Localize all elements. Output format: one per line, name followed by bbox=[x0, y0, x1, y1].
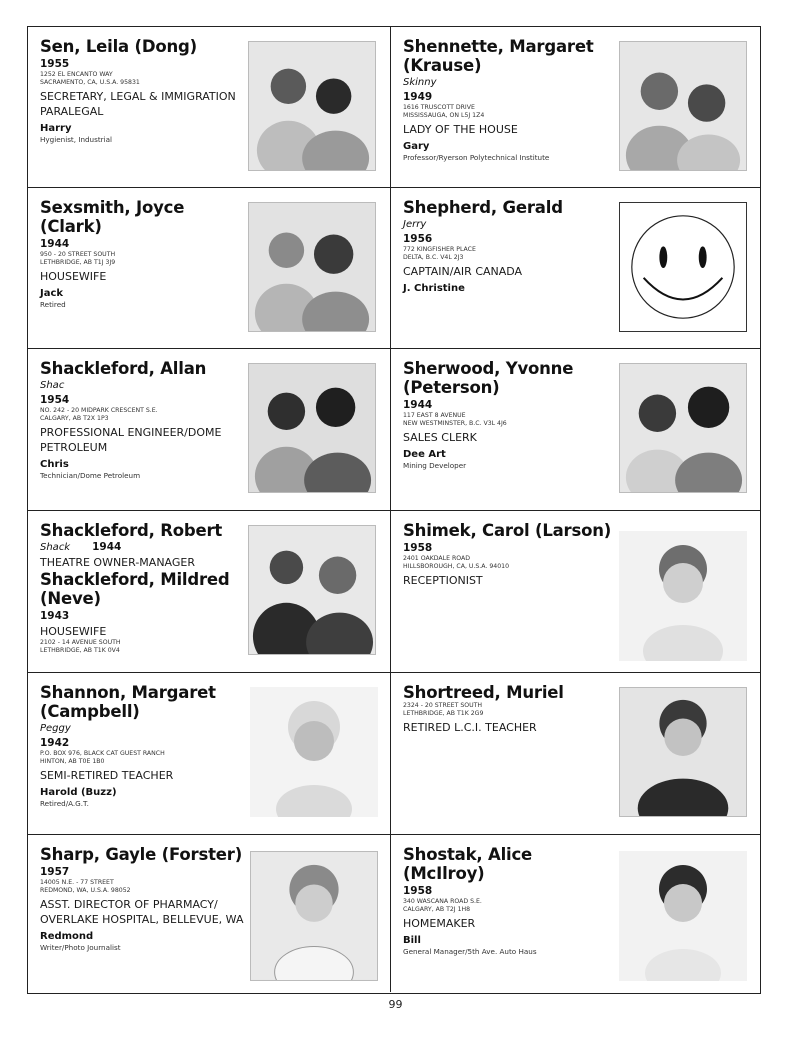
entry-name: Sharp, Gayle (Forster) bbox=[40, 845, 243, 864]
entry-occupation: HOUSEWIFE bbox=[40, 270, 107, 284]
entry-address-line: SACRAMENTO, CA, U.S.A. 95831 bbox=[40, 78, 140, 86]
entry-spouse: Redmond bbox=[40, 931, 94, 943]
entry-card bbox=[28, 349, 391, 511]
entry-nickname: Skinny bbox=[403, 77, 437, 88]
entry-name: Shackleford, Robert bbox=[40, 521, 223, 540]
entry-occupation: SALES CLERK bbox=[403, 431, 477, 445]
entry-address-line: 340 WASCANA ROAD S.E. bbox=[403, 898, 482, 905]
entry-year: 1955 bbox=[40, 58, 70, 70]
entry-card bbox=[391, 673, 760, 835]
entry-name: Sen, Leila (Dong) bbox=[40, 37, 197, 56]
entry-year: 1949 bbox=[403, 91, 433, 103]
entry-spouse-occupation: Writer/Photo Journalist bbox=[40, 943, 121, 953]
entry-name: Shannon, Margaret (Campbell) bbox=[40, 683, 216, 721]
entry-address-line: CALGARY, AB T2X 1P3 bbox=[40, 414, 109, 422]
entry-card bbox=[28, 188, 391, 349]
entry-year: 1954 bbox=[40, 394, 70, 406]
entry-name: Sexsmith, Joyce (Clark) bbox=[40, 198, 185, 236]
entry-occupation: SEMI-RETIRED TEACHER bbox=[40, 769, 174, 783]
entry-nickname: Shack bbox=[40, 542, 71, 553]
entry-spouse-occupation: Mining Developer bbox=[403, 461, 467, 471]
entry-address-line: LETHBRIDGE, AB T1K 2G9 bbox=[403, 709, 484, 717]
entry-address-line: NEW WESTMINSTER, B.C. V3L 4J6 bbox=[403, 419, 507, 427]
entry-occupation: LADY OF THE HOUSE bbox=[403, 123, 518, 137]
entry-year: 1958 bbox=[403, 885, 433, 897]
entry-spouse-occupation: Professor/Ryerson Polytechnical Institute bbox=[403, 153, 550, 163]
entry-address-line: 2102 - 14 AVENUE SOUTH bbox=[40, 639, 121, 646]
entry-nickname: Jerry bbox=[403, 219, 427, 230]
entry-spouse: Harry bbox=[40, 123, 72, 135]
entry-nickname: Shac bbox=[40, 380, 65, 391]
entry-name: Shimek, Carol (Larson) bbox=[403, 521, 612, 540]
entry-occupation: CAPTAIN/AIR CANADA bbox=[403, 265, 523, 279]
entry-card bbox=[28, 511, 391, 673]
couple-photo bbox=[248, 363, 376, 493]
entry-address-line: NO. 242 - 20 MIDPARK CRESCENT S.E. bbox=[40, 407, 158, 414]
entry-spouse-occupation: Hygienist, Industrial bbox=[40, 135, 113, 145]
entry-address-line: REDMOND, WA, U.S.A. 98052 bbox=[40, 886, 131, 894]
entry-spouse: Jack bbox=[40, 288, 64, 300]
entry-year: 1942 bbox=[40, 737, 70, 749]
entry-card bbox=[391, 349, 760, 511]
entry-occupation: SECRETARY, LEGAL & IMMIGRATION PARALEGAL bbox=[40, 90, 236, 119]
entry-spouse: J. Christine bbox=[403, 283, 465, 295]
entry-name: Shortreed, Muriel bbox=[403, 683, 564, 702]
entry-address-line: 117 EAST 8 AVENUE bbox=[403, 412, 466, 419]
entry-address-line: 1616 TRUSCOTT DRIVE bbox=[403, 104, 475, 111]
entry-year: 1956 bbox=[403, 233, 433, 245]
entry-spouse: Dee Art bbox=[403, 449, 446, 461]
entry-year: 1958 bbox=[403, 542, 433, 554]
entry-year: 1944 bbox=[92, 541, 122, 553]
couple-photo bbox=[619, 41, 747, 171]
entry-spouse-occupation: Retired bbox=[40, 300, 66, 310]
entry-address-line: 2324 - 20 STREET SOUTH bbox=[403, 702, 483, 709]
entry-address-line: LETHBRIDGE, AB T1J 3J9 bbox=[40, 258, 116, 266]
entry-spouse-occupation: Retired/A.G.T. bbox=[40, 799, 89, 809]
entry-nickname: Peggy bbox=[40, 723, 71, 734]
entry-name: Sherwood, Yvonne (Peterson) bbox=[403, 359, 574, 397]
entry-name-2: Shackleford, Mildred (Neve) bbox=[40, 570, 230, 608]
entry-address-line: P.O. BOX 976, BLACK CAT GUEST RANCH bbox=[40, 750, 165, 757]
entry-card bbox=[391, 27, 760, 188]
entry-spouse-occupation: General Manager/5th Ave. Auto Haus bbox=[403, 947, 537, 957]
entry-spouse-occupation: Technician/Dome Petroleum bbox=[40, 471, 141, 481]
entry-card bbox=[28, 27, 391, 188]
entry-occupation: THEATRE OWNER-MANAGER bbox=[40, 556, 195, 569]
entry-card bbox=[28, 835, 391, 992]
entry-name: Shackleford, Allan bbox=[40, 359, 207, 378]
entry-address-line: HINTON, AB T0E 1B0 bbox=[40, 757, 105, 765]
entry-address-line: 2401 OAKDALE ROAD bbox=[403, 555, 471, 562]
entry-name: Shennette, Margaret (Krause) bbox=[403, 37, 594, 75]
entry-name: Shostak, Alice (McIlroy) bbox=[403, 845, 533, 883]
smiley-face bbox=[619, 202, 747, 332]
entry-year: 1944 bbox=[40, 238, 70, 250]
entry-year-2: 1943 bbox=[40, 610, 70, 622]
entry-card bbox=[391, 511, 760, 673]
entry-year: 1944 bbox=[403, 399, 433, 411]
entry-occupation: RETIRED L.C.I. TEACHER bbox=[403, 721, 537, 735]
entry-address-line: LETHBRIDGE, AB T1K 0V4 bbox=[40, 646, 120, 654]
entry-address-line: 772 KINGFISHER PLACE bbox=[403, 246, 476, 253]
entry-address-line: HILLSBOROUGH, CA, U.S.A. 94010 bbox=[403, 562, 510, 570]
entry-occupation: HOMEMAKER bbox=[403, 917, 476, 931]
portrait-photo bbox=[250, 851, 378, 981]
couple-photo bbox=[248, 525, 376, 655]
entry-spouse: Gary bbox=[403, 141, 430, 153]
entry-occupation: ASST. DIRECTOR OF PHARMACY/ OVERLAKE HOSPITAL, BELLEVUE, WA bbox=[40, 898, 244, 927]
entry-name: Shepherd, Gerald bbox=[403, 198, 563, 217]
entry-spouse: Bill bbox=[403, 935, 421, 947]
entry-address-line: MISSISSAUGA, ON L5J 1Z4 bbox=[403, 111, 485, 119]
entry-card bbox=[391, 835, 760, 992]
entry-year: 1957 bbox=[40, 866, 70, 878]
entry-address-line: 1252 EL ENCANTO WAY bbox=[40, 71, 113, 78]
entry-address-line: 14005 N.E. - 77 STREET bbox=[40, 879, 114, 886]
entry-card bbox=[391, 188, 760, 349]
portrait-photo bbox=[619, 851, 747, 981]
portrait-photo bbox=[250, 687, 378, 817]
entry-address-line: 950 - 20 STREET SOUTH bbox=[40, 251, 116, 258]
entry-spouse: Chris bbox=[40, 459, 69, 471]
entry-nickname-line bbox=[40, 541, 245, 554]
couple-photo bbox=[248, 41, 376, 171]
portrait-photo bbox=[619, 531, 747, 661]
entry-occupation-2: HOUSEWIFE bbox=[40, 625, 107, 638]
portrait-photo bbox=[619, 687, 747, 817]
directory-grid bbox=[27, 26, 761, 994]
entry-card bbox=[28, 673, 391, 835]
entry-occupation: PROFESSIONAL ENGINEER/DOME PETROLEUM bbox=[40, 426, 222, 455]
page-number: 99 bbox=[388, 998, 403, 1011]
entry-spouse: Harold (Buzz) bbox=[40, 787, 117, 799]
entry-address-line: CALGARY, AB T2J 1H8 bbox=[403, 905, 471, 913]
couple-photo bbox=[619, 363, 747, 493]
couple-photo bbox=[248, 202, 376, 332]
entry-occupation: RECEPTIONIST bbox=[403, 574, 483, 588]
entry-address-line: DELTA, B.C. V4L 2J3 bbox=[403, 253, 464, 261]
